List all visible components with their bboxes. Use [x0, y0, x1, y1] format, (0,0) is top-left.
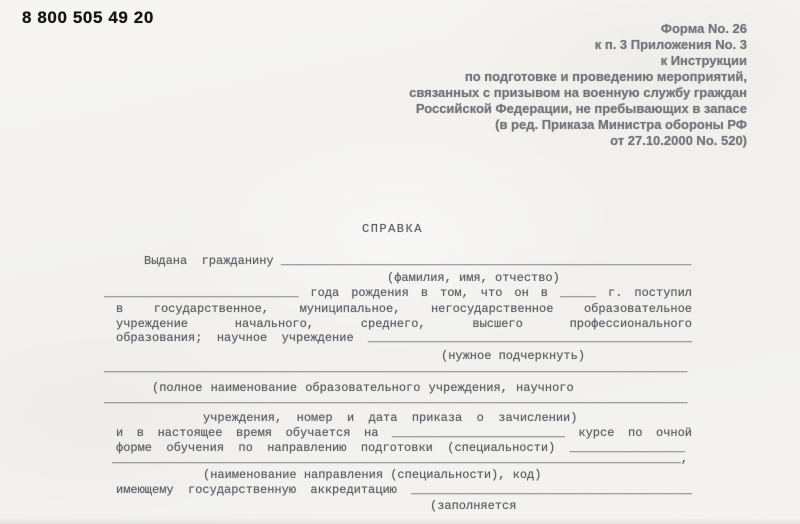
line-issued-to-citizen: Выдана гражданину _________________________________________________________ [144, 254, 692, 268]
line-current-course: и в настоящее время обучается на ________________________ курсе по очной [116, 426, 692, 440]
instruction-subject-line-2: связанных с призывом на военную службу граждан [409, 85, 747, 100]
hotline-phone-number: 8 800 505 49 20 [22, 8, 154, 27]
instruction-reference-line: к Инструкции [660, 53, 747, 68]
edition-order-line: (в ред. Приказа Министра обороны РФ [495, 117, 747, 132]
appendix-reference-line: к п. 3 Приложения No. 3 [594, 37, 747, 52]
form-number-line: Форма No. 26 [660, 21, 747, 36]
line-birth-year-enrollment: ___________________________ года рождения в том, что он в _____ г. поступил [104, 286, 692, 300]
line-institution-type-1: в государственное, муниципальное, негосударственное образовательное [116, 302, 692, 316]
ruled-line-specialty: _______________________________________________________________________________, [112, 452, 689, 466]
caption-institution-name-1: (полное наименование образовательного учреждения, научного [152, 381, 574, 395]
edition-date-line: от 27.10.2000 No. 520) [610, 133, 747, 148]
form-reference-block [287, 21, 747, 149]
caption-underline-applicable: (нужное подчеркнуть) [441, 349, 586, 363]
caption-specialty-code: (наименование направления (специальности), код) [203, 468, 542, 482]
line-scientific-institution: образования; научное учреждение _____________________________________________ [116, 331, 693, 345]
document-title: СПРАВКА [362, 222, 423, 236]
ruled-line-institution-name: _________________________________________________________________________________ [104, 361, 688, 375]
caption-full-name: (фамилия, имя, отчество) [387, 271, 560, 285]
caption-institution-name-2: учреждения, номер и дата приказа о зачислении) [203, 411, 578, 425]
line-institution-type-2: учреждение начального, среднего, высшего профессионального [116, 317, 692, 331]
line-state-accreditation: имеющему государственную аккредитацию _______________________________________ [116, 483, 693, 497]
ruled-line-enrollment-order: _________________________________________________________________________________ [104, 392, 688, 406]
instruction-subject-line-1: по подготовке и проведению мероприятий, [464, 69, 747, 84]
caption-filled-in: (заполняется [430, 499, 517, 513]
instruction-subject-line-3: Российской Федерации, не пребывающих в запасе [415, 101, 747, 116]
line-study-form-specialty: форме обучения по направлению подготовки (специальности) ________________ [116, 441, 685, 455]
